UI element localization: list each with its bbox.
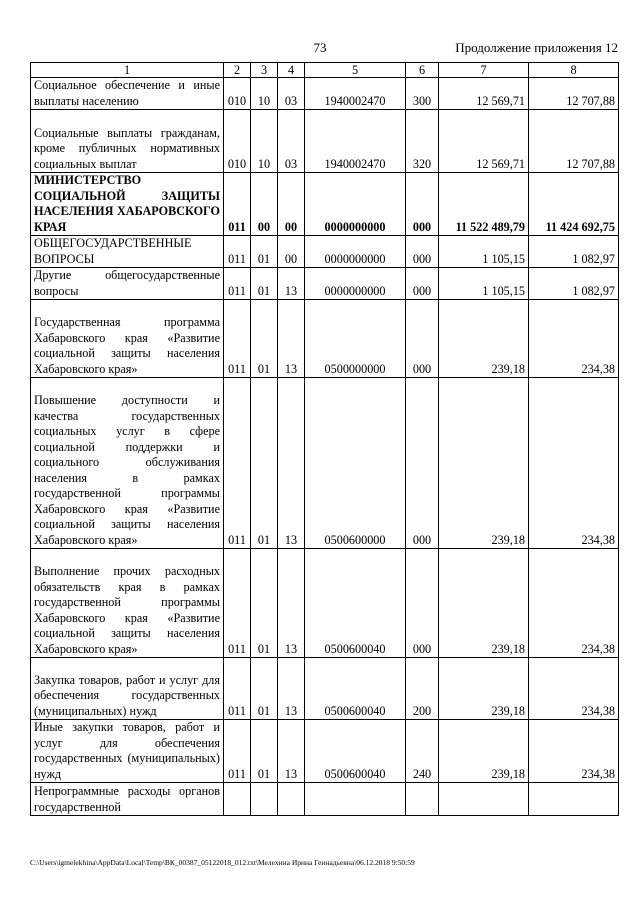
table-row (31, 300, 619, 378)
amount-col7-cell (439, 783, 529, 816)
table-row (31, 378, 619, 549)
column-header: 7 (439, 63, 529, 78)
admin-code-cell: 011 (224, 173, 251, 236)
column-header: 3 (251, 63, 278, 78)
table-row (31, 110, 619, 173)
subsection-cell: 13 (278, 658, 305, 720)
target-article-cell: 0000000000 (305, 268, 406, 300)
file-path-footer: C:\Users\igmelekhina\AppData\Local\Temp\ВК_00387_05122018_012.txt\Мелехина Ирина Геннадьевна\06.12.2018 9:50:59 (30, 858, 415, 867)
row-name-cell: Социальные выплаты гражданам, кроме публичных нормативных социальных выплат (31, 110, 224, 173)
section-cell: 01 (251, 720, 278, 783)
expense-type-cell: 000 (406, 173, 439, 236)
table-row (31, 549, 619, 658)
row-name-cell: Выполнение прочих расходных обязательств края в рамках государственной программы Хабаровского края «Развитие социальной защиты населения Хабаровского края» (31, 549, 224, 658)
row-name-cell: ОБЩЕГОСУДАРСТВЕННЫЕ ВОПРОСЫ (31, 236, 224, 268)
amount-col8-cell: 1 082,97 (529, 236, 619, 268)
subsection-cell: 13 (278, 378, 305, 549)
target-article-cell: 1940002470 (305, 78, 406, 110)
admin-code-cell: 011 (224, 658, 251, 720)
admin-code-cell: 011 (224, 549, 251, 658)
column-header: 6 (406, 63, 439, 78)
table-row (31, 720, 619, 783)
expense-type-cell: 000 (406, 549, 439, 658)
row-name-cell: Повышение доступности и качества государственных социальных услуг в сфере социальной поддержки и социального обслуживания населения в рамках государственной программы Хабаровского края «Развитие социальной защиты населения Хабаровского края» (31, 378, 224, 549)
amount-col7-cell: 12 569,71 (439, 78, 529, 110)
header-row (31, 63, 619, 78)
amount-col8-cell (529, 783, 619, 816)
row-name-cell: МИНИСТЕРСТВО СОЦИАЛЬНОЙ ЗАЩИТЫ НАСЕЛЕНИЯ ХАБАРОВСКОГО КРАЯ (31, 173, 224, 236)
amount-col8-cell: 234,38 (529, 378, 619, 549)
column-header: 8 (529, 63, 619, 78)
row-name-cell: Непрограммные расходы органов государственной (31, 783, 224, 816)
subsection-cell: 13 (278, 720, 305, 783)
subsection-cell (278, 783, 305, 816)
amount-col8-cell: 11 424 692,75 (529, 173, 619, 236)
target-article-cell: 0000000000 (305, 236, 406, 268)
expense-type-cell (406, 783, 439, 816)
admin-code-cell: 011 (224, 720, 251, 783)
amount-col8-cell: 234,38 (529, 658, 619, 720)
amount-col8-cell: 12 707,88 (529, 110, 619, 173)
expense-type-cell: 320 (406, 110, 439, 173)
row-name-cell: Другие общегосударственные вопросы (31, 268, 224, 300)
amount-col8-cell: 234,38 (529, 549, 619, 658)
section-cell: 01 (251, 549, 278, 658)
section-cell: 01 (251, 658, 278, 720)
table-row (31, 236, 619, 268)
amount-col8-cell: 1 082,97 (529, 268, 619, 300)
row-name-cell: Иные закупки товаров, работ и услуг для обеспечения государственных (муниципальных) нужд (31, 720, 224, 783)
table-row (31, 173, 619, 236)
admin-code-cell: 011 (224, 300, 251, 378)
target-article-cell: 0500600000 (305, 378, 406, 549)
expense-type-cell: 300 (406, 78, 439, 110)
amount-col7-cell: 239,18 (439, 720, 529, 783)
expense-type-cell: 000 (406, 236, 439, 268)
row-name-cell: Закупка товаров, работ и услуг для обеспечения государственных (муниципальных) нужд (31, 658, 224, 720)
column-header: 1 (31, 63, 224, 78)
subsection-cell: 03 (278, 110, 305, 173)
target-article-cell: 0500000000 (305, 300, 406, 378)
amount-col7-cell: 239,18 (439, 549, 529, 658)
subsection-cell: 13 (278, 549, 305, 658)
amount-col8-cell: 234,38 (529, 720, 619, 783)
admin-code-cell: 011 (224, 236, 251, 268)
expense-type-cell: 000 (406, 268, 439, 300)
amount-col7-cell: 1 105,15 (439, 268, 529, 300)
section-cell: 01 (251, 378, 278, 549)
section-cell: 10 (251, 78, 278, 110)
continuation-label: Продолжение приложения 12 (455, 40, 618, 55)
table-row (31, 78, 619, 110)
subsection-cell: 00 (278, 173, 305, 236)
amount-col7-cell: 239,18 (439, 658, 529, 720)
target-article-cell: 0500600040 (305, 658, 406, 720)
expense-type-cell: 200 (406, 658, 439, 720)
target-article-cell: 1940002470 (305, 110, 406, 173)
table-row (31, 658, 619, 720)
admin-code-cell: 010 (224, 78, 251, 110)
amount-col8-cell: 12 707,88 (529, 78, 619, 110)
subsection-cell: 13 (278, 300, 305, 378)
section-cell: 01 (251, 236, 278, 268)
admin-code-cell: 010 (224, 110, 251, 173)
table-row (31, 268, 619, 300)
expense-type-cell: 000 (406, 378, 439, 549)
amount-col7-cell: 239,18 (439, 378, 529, 549)
section-cell: 01 (251, 268, 278, 300)
section-cell: 01 (251, 300, 278, 378)
admin-code-cell: 011 (224, 268, 251, 300)
section-cell: 00 (251, 173, 278, 236)
admin-code-cell (224, 783, 251, 816)
amount-col7-cell: 12 569,71 (439, 110, 529, 173)
admin-code-cell: 011 (224, 378, 251, 549)
amount-col7-cell: 239,18 (439, 300, 529, 378)
amount-col8-cell: 234,38 (529, 300, 619, 378)
expense-type-cell: 240 (406, 720, 439, 783)
budget-table (30, 62, 619, 816)
column-header: 2 (224, 63, 251, 78)
table-row (31, 783, 619, 816)
target-article-cell: 0000000000 (305, 173, 406, 236)
subsection-cell: 03 (278, 78, 305, 110)
row-name-cell: Социальное обеспечение и иные выплаты населению (31, 78, 224, 110)
section-cell (251, 783, 278, 816)
page-number: 73 (313, 40, 327, 55)
column-header: 5 (305, 63, 406, 78)
row-name-cell: Государственная программа Хабаровского края «Развитие социальной защиты населения Хабаровского края» (31, 300, 224, 378)
amount-col7-cell: 1 105,15 (439, 236, 529, 268)
column-header: 4 (278, 63, 305, 78)
target-article-cell: 0500600040 (305, 549, 406, 658)
target-article-cell (305, 783, 406, 816)
section-cell: 10 (251, 110, 278, 173)
target-article-cell: 0500600040 (305, 720, 406, 783)
subsection-cell: 13 (278, 268, 305, 300)
subsection-cell: 00 (278, 236, 305, 268)
expense-type-cell: 000 (406, 300, 439, 378)
amount-col7-cell: 11 522 489,79 (439, 173, 529, 236)
